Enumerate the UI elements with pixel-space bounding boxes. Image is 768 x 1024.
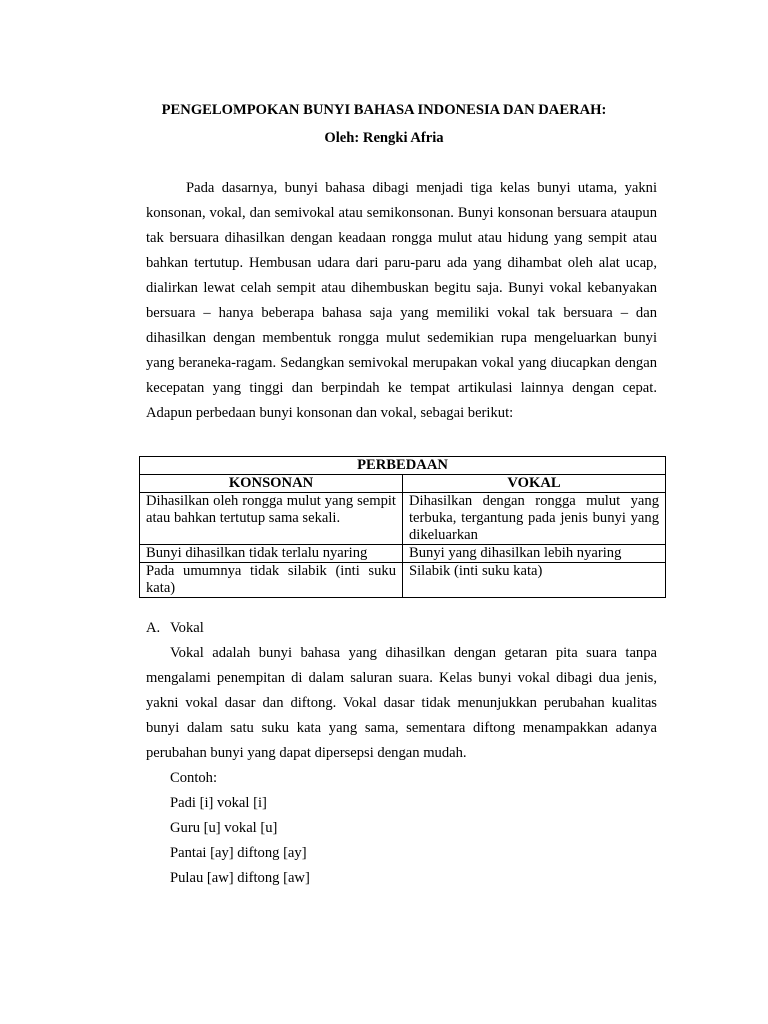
document-title: PENGELOMPOKAN BUNYI BAHASA INDONESIA DAN DAERAH:: [161, 102, 607, 118]
section-heading-vokal: [146, 616, 204, 641]
example-item: Padi [i] vokal [i]: [170, 795, 267, 811]
konsonan-cell: Dihasilkan oleh rongga mulut yang sempit atau bahkan tertutup sama sekali.: [140, 493, 403, 545]
section-heading-text: Vokal: [170, 620, 204, 636]
example-item: Guru [u] vokal [u]: [170, 820, 278, 836]
column-header-vokal: VOKAL: [403, 475, 666, 493]
vokal-paragraph: Vokal adalah bunyi bahasa yang dihasilkan dengan getaran pita suara tanpa mengalami penempitan di dalam saluran suara. Kelas bunyi vokal dibagi dua jenis, yakni vokal dasar dan diftong. Vokal dasar tidak menunjukkan perubahan kualitas bunyi dalam satu suku kata yang sama, sementara diftong menampakkan adanya perubahan bunyi yang dapat dipersepsi dengan mudah.: [146, 645, 657, 761]
example-item: Pantai [ay] diftong [ay]: [170, 845, 307, 861]
konsonan-cell: Bunyi dihasilkan tidak terlalu nyaring: [140, 545, 403, 563]
example-item: Pulau [aw] diftong [aw]: [170, 870, 310, 886]
vokal-cell: Bunyi yang dihasilkan lebih nyaring: [403, 545, 666, 563]
table-row: [140, 545, 666, 563]
konsonan-cell: Pada umumnya tidak silabik (inti suku kata): [140, 563, 403, 598]
examples-label: Contoh:: [170, 770, 218, 786]
section-letter: A.: [146, 620, 161, 636]
table-row: [140, 493, 666, 545]
document-author: Oleh: Rengki Afria: [324, 130, 444, 146]
examples-list: [170, 766, 310, 891]
vokal-cell: Dihasilkan dengan rongga mulut yang terbuka, tergantung pada jenis bunyi yang dikeluarkan: [403, 493, 666, 545]
column-header-konsonan: KONSONAN: [140, 475, 403, 493]
vokal-cell: Silabik (inti suku kata): [403, 563, 666, 598]
table-row: [140, 563, 666, 598]
difference-table: [139, 456, 666, 598]
table-title: PERBEDAAN: [140, 457, 666, 475]
intro-paragraph: Pada dasarnya, bunyi bahasa dibagi menjadi tiga kelas bunyi utama, yakni konsonan, vokal, dan semivokal atau semikonsonan. Bunyi konsonan bersuara ataupun tak bersuara dihasilkan dengan keadaan rongga mulut atau hidung yang sempit atau bahkan tertutup. Hembusan udara dari paru-paru ada yang dihambat oleh alat ucap, dialirkan lewat celah sempit atau dihembuskan begitu saja. Bunyi vokal kebanyakan bersuara – hanya beberapa bahasa saja yang memiliki vokal tak bersuara – dan dihasilkan dengan membentuk rongga mulut sedemikian rupa mengeluarkan bunyi yang beraneka-ragam. Sedangkan semivokal merupakan vokal yang diucapkan dengan kecepatan yang tinggi dan berpindah ke tempat artikulasi lainnya dengan cepat. Adapun perbedaan bunyi konsonan dan vokal, sebagai berikut:: [146, 180, 657, 421]
